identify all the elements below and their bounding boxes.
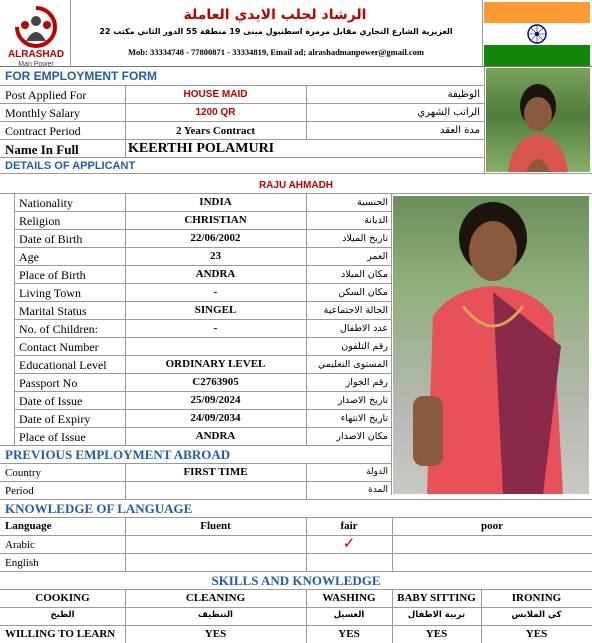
employment-arabic: مدة العقد <box>440 125 480 136</box>
applicant-arabic: المستوى التعليمي <box>317 359 388 370</box>
logo-people-icon <box>4 5 68 49</box>
applicant-value: 22/06/2002 <box>190 232 241 244</box>
country-label: Country <box>5 467 42 479</box>
company-arabic-title: الرشاد لجلب الايدي العاملة <box>183 7 367 23</box>
language-col-header: Language <box>5 520 52 532</box>
applicant-label: Marital Status <box>19 304 87 318</box>
name-label: Name In Full <box>5 142 79 157</box>
skill-name: BABY SITTING <box>397 592 476 604</box>
applicant-value: 24/09/2034 <box>190 412 241 424</box>
skill-name: IRONING <box>511 592 562 604</box>
applicant-label: Religion <box>19 214 61 228</box>
applicant-value: ANDRA <box>195 430 236 442</box>
applicant-arabic: الجنسية <box>357 197 388 208</box>
applicant-value: C2763905 <box>192 376 239 388</box>
employment-label: Contract Period <box>5 124 81 138</box>
logo-sub: Man Power <box>18 61 54 68</box>
applicant-photo-full <box>393 196 589 494</box>
applicant-value: ANDRA <box>195 268 236 280</box>
country-value: FIRST TIME <box>183 466 248 478</box>
language-arabic: Arabic <box>5 539 35 551</box>
skill-name: CLEANING <box>185 592 246 604</box>
skill-value: YES <box>204 628 227 640</box>
applicant-label: Nationality <box>19 196 73 210</box>
applicant-label: Date of Issue <box>19 394 83 408</box>
applicant-value: ORDINARY LEVEL <box>165 358 266 370</box>
applicant-arabic: مكان الاصدار <box>336 431 388 442</box>
skill-arabic: التنظيف <box>198 610 233 620</box>
logo-name: ALRASHAD <box>7 49 65 60</box>
applicant-arabic: تاريخ الميلاد <box>342 233 388 244</box>
skill-value: YES <box>338 628 360 640</box>
applicant-arabic: مكان الميلاد <box>340 269 388 280</box>
applicant-value: - <box>213 322 218 334</box>
applicant-arabic: رقم الجواز <box>345 377 388 388</box>
employment-section-title: FOR EMPLOYMENT FORM <box>5 69 157 83</box>
applicant-section-title: DETAILS OF APPLICANT <box>5 160 136 172</box>
language-english: English <box>5 557 39 569</box>
applicant-arabic: رقم التلفون <box>341 341 388 352</box>
applicant-label: Contact Number <box>19 340 99 354</box>
applicant-arabic: تاريخ الانتهاء <box>340 413 388 424</box>
applicant-label: Date of Expiry <box>19 412 91 426</box>
skill-arabic: تربية الاطفال <box>407 610 466 620</box>
skill-name: WASHING <box>322 592 376 604</box>
applicant-value: 23 <box>210 250 221 262</box>
skill-arabic: الطبخ <box>50 610 75 620</box>
period-label: Period <box>5 485 34 497</box>
arabic-fair-check-icon: ✓ <box>342 534 356 552</box>
applicant-value: - <box>213 286 218 298</box>
applicant-value: INDIA <box>199 196 232 208</box>
applicant-arabic: العمر <box>367 251 388 262</box>
employment-label: Post Applied For <box>5 88 87 102</box>
poor-col-header: poor <box>481 520 503 532</box>
applicant-arabic: عدد الاطفال <box>339 323 388 334</box>
agent-name: RAJU AHMADH <box>258 180 334 191</box>
applicant-arabic: الديانة <box>364 215 388 226</box>
period-arabic: المدة <box>368 485 388 495</box>
fair-col-header: fair <box>340 520 358 532</box>
employment-value: HOUSE MAID <box>183 89 248 100</box>
india-flag-icon <box>484 2 590 66</box>
country-arabic: الدولة <box>366 467 388 477</box>
fluent-col-header: Fluent <box>200 520 231 532</box>
applicant-label: Place of Issue <box>19 430 86 444</box>
applicant-label: Passport No <box>19 376 78 390</box>
employment-arabic: الوظيفة <box>447 89 480 100</box>
skill-arabic: الغسيل <box>333 610 365 620</box>
previous-section-title: PREVIOUS EMPLOYMENT ABROAD <box>5 447 231 462</box>
skills-section-title: SKILLS AND KNOWLEDGE <box>211 573 381 588</box>
applicant-label: Place of Birth <box>19 268 86 282</box>
applicant-label: Living Town <box>19 286 81 300</box>
skill-arabic: كي الملابس <box>511 610 562 620</box>
applicant-value: CHRISTIAN <box>184 214 247 226</box>
employment-label: Monthly Salary <box>5 106 80 120</box>
applicant-label: Age <box>19 250 39 264</box>
applicant-label: Date of Birth <box>19 232 83 246</box>
employment-value: 2 Years Contract <box>175 125 255 137</box>
company-logo <box>4 5 68 68</box>
company-contact: Mob: 33334748 - 77800871 - 33334819, Email ad; alrashadmanpower@gmail.com <box>128 47 424 57</box>
language-section-title: KNOWLEDGE OF LANGUAGE <box>5 501 193 516</box>
skill-value: WILLING TO LEARN <box>5 628 116 640</box>
skill-value: YES <box>425 628 448 640</box>
skill-name: COOKING <box>35 592 90 604</box>
company-address: العزيزية الشارع التجاري مقابل مرمرة اسطنبول مبنى 19 منطقة 55 الدور الثاني مكتب 22 <box>99 27 453 36</box>
applicant-arabic: مكان السكن <box>338 287 388 298</box>
employment-arabic: الراتب الشهري <box>417 107 480 118</box>
applicant-arabic: الحالة الاجتماعية <box>323 305 388 316</box>
applicant-arabic: تاريخ الاصدار <box>337 395 388 406</box>
employment-value: 1200 QR <box>195 107 236 118</box>
applicant-label: No. of Children: <box>19 322 98 336</box>
skill-value: YES <box>525 628 548 640</box>
name-value: KEERTHI POLAMURI <box>128 141 275 156</box>
applicant-value: SINGEL <box>194 304 237 316</box>
applicant-value: 25/09/2024 <box>190 394 241 406</box>
applicant-label: Educational Level <box>19 358 107 372</box>
applicant-photo-small <box>486 68 590 172</box>
